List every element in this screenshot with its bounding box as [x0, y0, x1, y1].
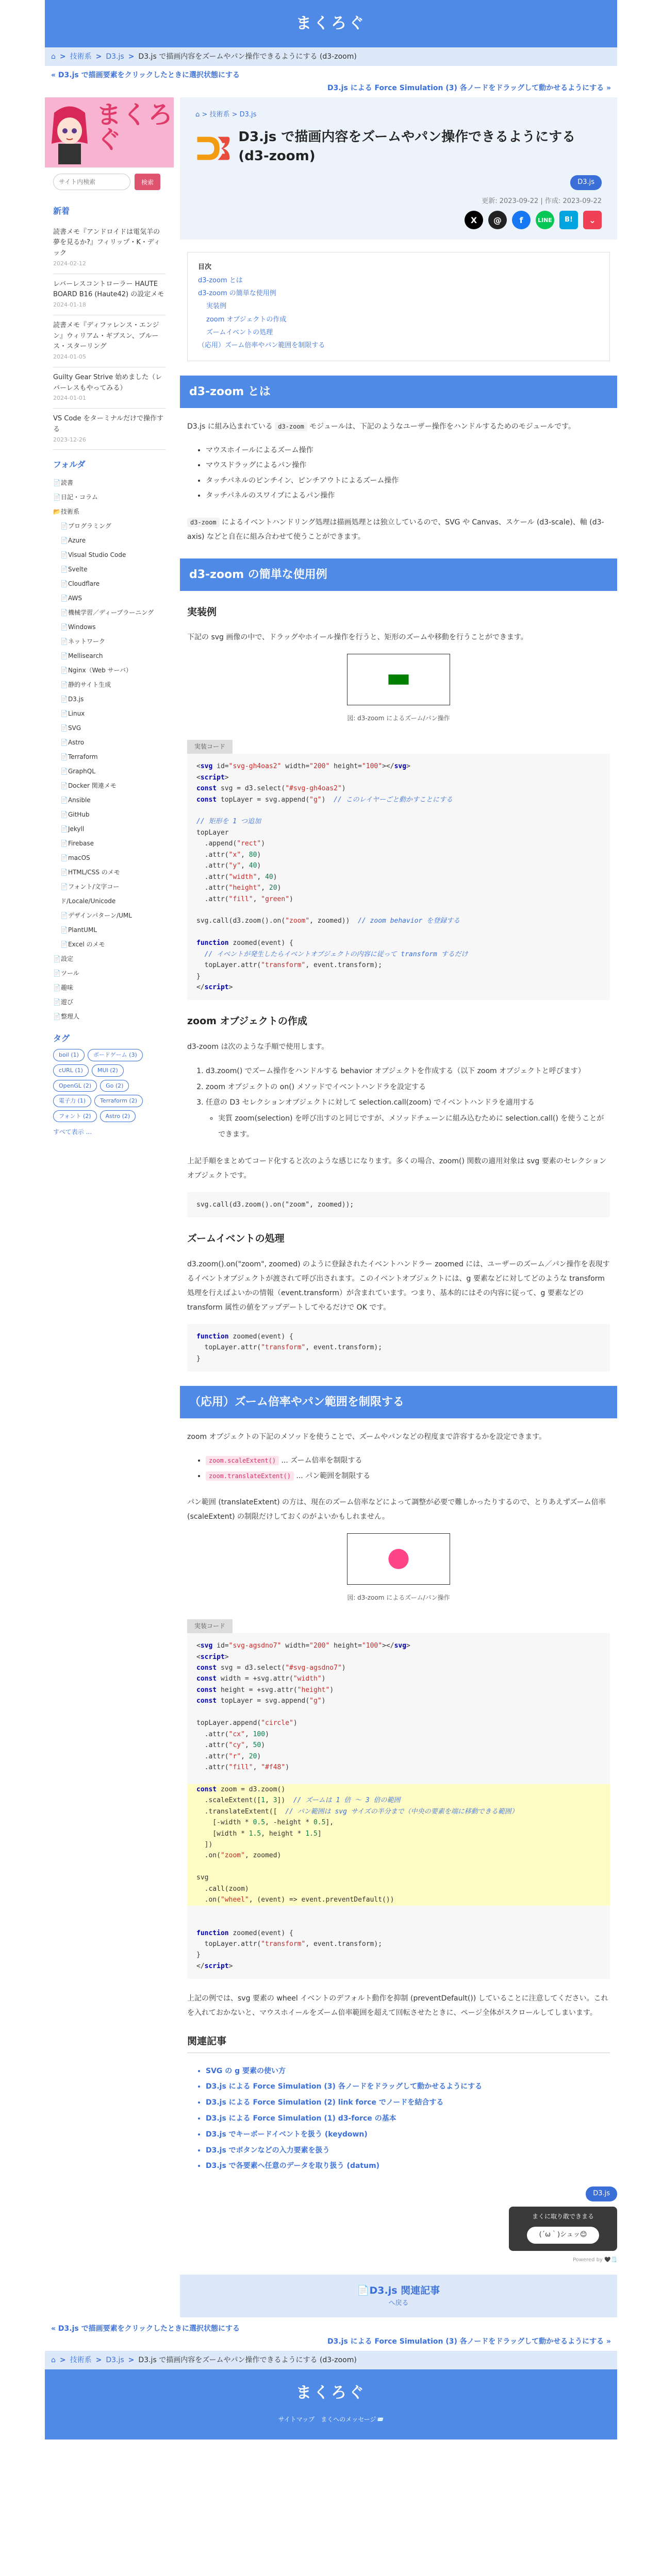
tag-chip[interactable]: Astro (2) [100, 1110, 136, 1123]
code-block-4: <svg id="svg-agsdno7" width="200" height="100"></svg> <script> const svg = d3.select("#svg-agsdno7") const width = +svg.attr("width") const height = +svg.attr("height") const topLayer = svg.append("g") topLayer.append("circle") .attr("cx", 100) .attr("cy", 50) .attr("r", 20) .attr("fill", "#f48") const zoom = d3.zoom() .scaleExtent([1, 3]) // ズームは 1 倍 〜 3 倍の範囲 .translateExtent([ // パン範囲は svg サイズの半分まで（中央の要素を端に移動できる範囲） [-width * 0.5, -height * 0.5], [width * 1.5, height * 1.5] ]) .on("zoom", zoomed) svg .call(zoom) .on("wheel", (event) => event.preventDefault()) function zoomed(event) { topLayer.attr("transform", event.transform); } </script> [187, 1633, 610, 1979]
new-item-date: 2023-12-26 [53, 436, 86, 443]
paragraph: d3.zoom().on("zoom", zoomed) のように登録されたイベントハンドラー zoomed には、ユーザーのズーム／パン操作を表現するイベントオブジェクトが渡されて呼び出されます。このイベントオブジェクトには、g 要素などに対してどのような transform 処理を行えばよいかの情報（event.transform）が含まれています。つまり、基本的にはその内容に従って、g 要素などの transform 属性の値をアップデートしてやるだけで OK です。 [187, 1260, 610, 1312]
folder-item[interactable]: 📄設定 [53, 955, 73, 962]
article-dates: 更新: 2023-09-22 | 作成: 2023-09-22 [482, 197, 602, 205]
folder-item[interactable]: 📄Linux [60, 709, 85, 717]
toc-item[interactable]: ズームイベントの処理 [206, 329, 273, 337]
folder-heading: フォルダ [53, 460, 86, 470]
folder-item[interactable]: 📄趣味 [53, 984, 73, 991]
folder-item[interactable]: 📄遊び [53, 998, 73, 1006]
folder-item[interactable]: 📄PlantUML [60, 926, 97, 934]
new-item-date: 2024-01-05 [53, 353, 86, 361]
paragraph: d3-zoom は次のような手順で使用します。 [187, 1042, 329, 1051]
folder-item[interactable]: 📄プログラミング [60, 522, 111, 530]
paragraph: 上記手順をまとめてコード化すると次のような感じになります。多くの場合、zoom() 関数の適用対象は svg 要素のセレクションオブジェクトです。 [187, 1157, 607, 1180]
toc-item[interactable]: 実装例 [206, 302, 227, 311]
toc-title: 目次 [198, 263, 212, 272]
threads-share-icon[interactable]: @ [488, 211, 507, 229]
code-block-2: svg.call(d3.zoom().on("zoom", zoomed)); [187, 1192, 610, 1217]
tag-chip[interactable]: boil (1) [53, 1049, 85, 1061]
tag-heading: タグ [53, 1033, 70, 1043]
breadcrumb-bottom: ⌂ > 技術系 > D3.js > D3.js で描画内容をズームやパン操作できるようにする (d3-zoom) [45, 2351, 617, 2369]
new-item-title[interactable]: VS Code をターミナルだけで操作する [53, 414, 164, 433]
new-item-date: 2024-01-01 [53, 395, 86, 402]
folder-item[interactable]: 📄D3.js [60, 695, 84, 703]
folder-item[interactable]: 📄Azure [60, 536, 86, 544]
tag-badge[interactable]: D3.js [586, 2187, 617, 2201]
folder-item[interactable]: 📄ネットワーク [60, 637, 105, 645]
folder-item[interactable]: 📄HTML/CSS のメモ [60, 868, 120, 876]
folder-item[interactable]: 📄Jekyll [60, 825, 85, 833]
folder-item[interactable]: 📄整理人 [53, 1012, 79, 1020]
folder-item[interactable]: 📄Astro [60, 738, 85, 746]
next-link[interactable]: D3.js による Force Simulation (3) 各ノードをドラッグして動かせるようにする » [327, 83, 611, 92]
tag-chip[interactable]: フォント (2) [53, 1110, 97, 1123]
tags-more-link[interactable]: すべて表示 ... [53, 1128, 92, 1136]
like-button[interactable]: (´ω｀)シュッ😊 [527, 2227, 599, 2244]
folder-item[interactable]: 📄macOS [60, 854, 90, 861]
folder-item[interactable]: 📄Mellisearch [60, 652, 103, 659]
figure-caption: 図: d3-zoom によるズーム/パン操作 [347, 1594, 450, 1601]
site-logo[interactable] [45, 97, 174, 167]
like-credit: Powered by 🖤🗒️ [572, 2257, 617, 2263]
paragraph: zoom オブジェクトの下記のメソッドを使うことで、ズームやパンなどの程度まで許容するかを設定できます。 [187, 1433, 547, 1442]
new-item-title[interactable]: 読書メモ『ディファレンス・エンジン』ウィリアム・ギブスン、ブルース・スターリング [53, 321, 159, 351]
home-icon[interactable]: ⌂ [195, 111, 200, 118]
zoom-limit-demo-svg[interactable] [347, 1533, 450, 1585]
prev-link[interactable]: « D3.js で描画要素をクリックしたときに選択状態にする [51, 2325, 240, 2333]
new-item[interactable] [53, 274, 166, 315]
article-header [180, 97, 617, 240]
new-item-date: 2024-01-18 [53, 301, 86, 309]
toc-item[interactable]: （応用）ズーム倍率やパン範囲を制限する [198, 342, 325, 350]
tag-chip[interactable]: OpenGL (2) [53, 1080, 97, 1092]
operation-item: • タッチパネルのピンチイン、ピンチアウトによるズーム操作 [206, 473, 610, 488]
step-item: 1. d3.zoom() でズーム操作をハンドルする behavior オブジェクトを作成する（以下 zoom オブジェクトと呼びます） [206, 1063, 610, 1079]
new-item[interactable] [53, 409, 166, 450]
folder-item[interactable]: 📄AWS [60, 594, 82, 602]
operations-list [206, 443, 610, 504]
folder-item[interactable]: 📄機械学習／ディープラーニング [60, 608, 154, 616]
tag-chip[interactable]: cURL (1) [53, 1064, 89, 1077]
limit-item: • zoom.scaleExtent() ... ズーム倍率を制限する [206, 1453, 610, 1468]
folder-item[interactable]: 📄静的サイト生成 [60, 681, 111, 688]
subsection-heading: 実装例 [187, 606, 217, 618]
limit-item: • zoom.translateExtent() ... パン範囲を制限する [206, 1469, 610, 1484]
footer-title[interactable]: まくろぐ [296, 2384, 366, 2402]
site-title[interactable]: まくろぐ [296, 14, 366, 32]
new-item-title[interactable]: レバーレスコントローラー HAUTE BOARD B16 (Haute42) の設定メモ [53, 280, 164, 299]
folder-list [53, 476, 166, 1024]
tag-chip[interactable]: ボードゲーム (3) [88, 1049, 143, 1061]
folder-item[interactable]: 📄Ansible [60, 796, 91, 804]
tag-chip[interactable]: Go (2) [100, 1080, 129, 1092]
breadcrumb-item[interactable]: 技術系 [70, 52, 92, 61]
steps-list [206, 1063, 610, 1143]
related-link[interactable]: • D3.js でボタンなどの入力要素を扱う [206, 2143, 610, 2159]
search-input[interactable] [53, 174, 130, 190]
code-block-3: function zoomed(event) { topLayer.attr("transform", event.transform); } [187, 1324, 610, 1371]
next-link[interactable]: D3.js による Force Simulation (3) 各ノードをドラッグして動かせるようにする » [327, 2337, 611, 2346]
new-item[interactable] [53, 315, 166, 367]
folder-item[interactable]: 📄Visual Studio Code [60, 551, 126, 558]
prev-link[interactable]: « D3.js で描画要素をクリックしたときに選択状態にする [51, 71, 240, 79]
code-label: 実装コード [187, 740, 233, 754]
new-item[interactable] [53, 367, 166, 409]
code-label: 実装コード [187, 1619, 233, 1633]
figure-caption: 図: d3-zoom によるズーム/パン操作 [347, 714, 450, 722]
new-heading: 新着 [53, 206, 70, 216]
folder-item[interactable]: 📄SVG [60, 724, 81, 732]
toc-item[interactable]: d3-zoom の簡単な使用例 [198, 290, 276, 298]
related-link[interactable]: • D3.js による Force Simulation (2) link force でノードを結合する [206, 2095, 610, 2111]
folder-item[interactable]: 📂技術系 [53, 507, 79, 515]
subsection-heading: zoom オブジェクトの作成 [187, 1015, 307, 1027]
paragraph: d3-zoom によるイベントハンドリング処理は描画処理とは独立しているので、SVG や Canvas、スケール (d3-scale)、軸 (d3-axis) などと自在に組み合わせて使うことができます。 [187, 518, 604, 541]
breadcrumb-current: D3.js で描画内容をズームやパン操作できるようにする (d3-zoom) [138, 52, 357, 61]
zoom-demo-svg[interactable] [347, 654, 450, 705]
page-title: D3.js で描画内容をズームやパン操作できるようにする (d3-zoom) [238, 129, 576, 164]
breadcrumb-item[interactable]: D3.js [106, 52, 124, 61]
hatena-share-icon[interactable]: B! [559, 211, 578, 229]
folder-item[interactable]: 📄デザインパターン/UML [60, 911, 132, 919]
footer-links[interactable]: サイトマップ まくへのメッセージ📨 [278, 2416, 384, 2424]
new-item-title[interactable]: Guilty Gear Strive 始めました（レバーレスもやってみる） [53, 373, 162, 392]
folder-item[interactable]: 📄日記・コラム [53, 493, 98, 501]
pocket-share-icon[interactable]: ⌄ [583, 211, 602, 229]
related-box-sub[interactable]: へ戻る [388, 2299, 409, 2308]
related-heading: 関連記事 [187, 2033, 610, 2053]
folder-item[interactable]: 📄Terraform [60, 753, 98, 760]
operation-item: • マウスドラッグによるパン操作 [206, 458, 610, 473]
folder-item[interactable]: 📄GraphQL [60, 767, 95, 775]
related-box[interactable] [180, 2275, 617, 2317]
new-item[interactable] [53, 222, 166, 274]
tag-chip[interactable]: 電子力 (1) [53, 1095, 91, 1107]
related-list [206, 2063, 610, 2175]
article-breadcrumb: ⌂ > 技術系 > D3.js [195, 111, 257, 118]
home-icon[interactable]: ⌂ [51, 2356, 56, 2364]
related-link[interactable]: • SVG の g 要素の使い方 [206, 2063, 610, 2079]
folder-item[interactable]: 📄Cloudflare [60, 580, 100, 587]
article [174, 97, 617, 2317]
search-button[interactable]: 検索 [135, 174, 160, 190]
folder-item[interactable]: 📄フォント/文字コード/Locale/Unicode [60, 883, 120, 905]
folder-item[interactable]: 📄Nginx（Web サーバ） [60, 666, 132, 674]
folder-item[interactable]: 📄読書 [53, 479, 73, 486]
x-share-icon[interactable]: X [465, 211, 483, 229]
mascot-icon [49, 103, 90, 164]
tag-badge[interactable]: D3.js [570, 175, 602, 190]
sidebar [45, 97, 174, 1153]
paragraph: D3.js に組み込まれている d3-zoom モジュールは、下記のようなユーザー操作をハンドルするためのモジュールです。 [187, 422, 576, 431]
breadcrumb-current: D3.js で描画内容をズームやパン操作できるようにする (d3-zoom) [138, 2356, 357, 2364]
like-title: まくに取り敢できまる [532, 2213, 594, 2221]
facebook-share-icon[interactable]: f [512, 211, 531, 229]
operation-item: • マウスホイールによるズーム操作 [206, 443, 610, 458]
d3-logo-icon [195, 128, 231, 169]
toc-item[interactable]: zoom オブジェクトの作成 [206, 315, 287, 324]
demo-figure-1 [180, 654, 617, 723]
folder-item[interactable]: 📄Excel のメモ [60, 940, 105, 948]
share-buttons [195, 211, 602, 229]
folder-item[interactable]: 📄Svelte [60, 565, 88, 573]
limit-list [206, 1453, 610, 1484]
breadcrumb-item[interactable]: D3.js [239, 111, 257, 118]
folder-item[interactable]: 📄Firebase [60, 839, 94, 847]
tag-chip[interactable]: Terraform (2) [94, 1095, 143, 1107]
section-heading: （応用）ズーム倍率やパン範囲を制限する [180, 1386, 617, 1418]
related-link[interactable]: • D3.js で各要素へ任意のデータを取り扱う (datum) [206, 2158, 610, 2174]
breadcrumb-item[interactable]: D3.js [106, 2356, 124, 2364]
related-box-title[interactable]: 📄D3.js 関連記事 [357, 2285, 440, 2297]
logo-text: まくろぐ [96, 100, 174, 154]
step-subitem: ◦ 実質 zoom(selection) を呼び出すのと同じですが、メソッドチェーンに組み込むために selection.call() を使うことができます。 [218, 1111, 610, 1143]
paragraph: 上記の例では、svg 要素の wheel イベントのデフォルト動作を抑制 (preventDefault()) していることに注意してください。これを入れておかないと、マウスホイールをズーム倍率範囲を超えて回転させたときに、ページ全体がスクロールしてしまいます。 [187, 1994, 608, 2018]
related-link[interactable]: • D3.js による Force Simulation (3) 各ノードをドラッグして動かせるようにする [206, 2079, 610, 2095]
table-of-contents [187, 252, 610, 361]
new-item-title[interactable]: 読書メモ『アンドロイドは電気羊の夢を見るか?』フィリップ・K・ディック [53, 228, 160, 258]
prev-next-nav-bottom [45, 2319, 617, 2351]
related-link[interactable]: • D3.js でキーボードイベントを扱う (keydown) [206, 2127, 610, 2143]
section-heading: d3-zoom とは [180, 376, 617, 408]
step-item: 2. zoom オブジェクトの on() メソッドでイベントハンドラを設定する [206, 1079, 610, 1095]
folder-item[interactable]: 📄Docker 関連メモ [60, 782, 117, 789]
search-form [45, 167, 174, 196]
subsection-heading: ズームイベントの処理 [187, 1233, 285, 1245]
breadcrumb: ⌂ > 技術系 > D3.js > D3.js で描画内容をズームやパン操作できるようにする (d3-zoom) [45, 47, 617, 66]
code-block-1: <svg id="svg-gh4oas2" width="200" height="100"></svg> <script> const svg = d3.select("#svg-gh4oas2") const topLayer = svg.append("g") // このレイヤーごと動かすことにする // 矩形を 1 つ追加 topLayer .append("rect") .attr("x", 80) .attr("y", 40) .attr("width", 40) .attr("height", 20) .attr("fill", "green") svg.call(d3.zoom().on("zoom", zoomed)) // zoom behavior を登録する function zoomed(event) { // イベントが発生したらイベントオブジェクトの内容に従って transform するだけ topLayer.attr("transform", event.transform); } </script> [187, 754, 610, 1000]
operation-item: • タッチパネルのスワイプによるパン操作 [206, 488, 610, 503]
folder-item[interactable]: 📄Windows [60, 623, 96, 631]
site-header [45, 0, 617, 47]
site-footer [45, 2369, 617, 2439]
like-widget [180, 2207, 617, 2251]
home-icon[interactable]: ⌂ [51, 52, 56, 61]
step-item: 3. 任意の D3 セレクションオブジェクトに対して selection.call(zoom) でイベントハンドラを適用する ◦ 実質 zoom(selection) を呼び出すのと同じですが、メソッドチェーンに組み込むために selection.call() を使うことができます。 [206, 1095, 610, 1142]
section-heading: d3-zoom の簡単な使用例 [180, 558, 617, 591]
tag-list [53, 1049, 166, 1122]
paragraph: パン範囲 (translateExtent) の方は、現在のズーム倍率などによって調整が必要で難しかったりするので、とりあえずズーム倍率 (scaleExtent) の制限だけしておくのがよいかもしれません。 [187, 1498, 606, 1521]
paragraph: 下記の svg 画像の中で、ドラッグやホイール操作を行うと、矩形のズームや移動を行うことができます。 [187, 633, 528, 642]
new-item-date: 2024-02-12 [53, 260, 86, 267]
related-link[interactable]: • D3.js による Force Simulation (1) d3-force の基本 [206, 2111, 610, 2127]
toc-item[interactable]: d3-zoom とは [198, 276, 243, 284]
line-share-icon[interactable]: LINE [536, 211, 554, 229]
breadcrumb-item[interactable]: 技術系 [70, 2356, 92, 2364]
demo-figure-2 [180, 1533, 617, 1603]
folder-item[interactable]: 📄ツール [53, 969, 79, 977]
tag-chip[interactable]: MUI (2) [92, 1064, 124, 1077]
prev-next-nav [45, 66, 617, 97]
folder-item[interactable]: 📄GitHub [60, 810, 90, 818]
breadcrumb-item[interactable]: 技術系 [209, 111, 230, 118]
